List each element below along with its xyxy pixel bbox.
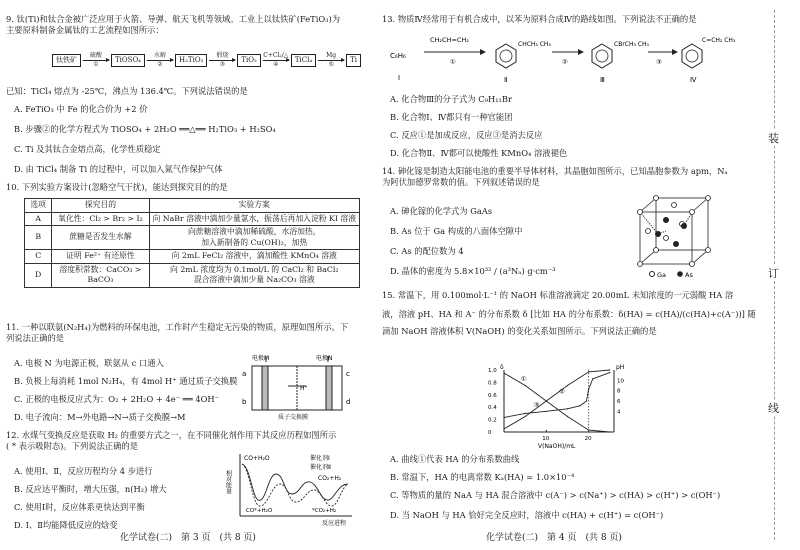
- data-point: [592, 378, 593, 379]
- table-header: 选项: [25, 199, 52, 213]
- q9-option-d: D. 由 TiCl₄ 制备 Ti 的过程中，可以加入氮气作保护气体: [14, 164, 223, 174]
- plan-line: 混合溶液中滴加少量 Na₂CO₃ 溶液: [193, 275, 315, 285]
- binding-margin: [740, 0, 800, 550]
- q11-stem-line1: 11. 一种以联氨(N₂H₄)为燃料的环保电池，工作时产生稳定无污染的物质，原理如图所示。下: [6, 322, 349, 332]
- table-header-row: [25, 199, 360, 213]
- flow-node: H₂TiO₃: [175, 54, 207, 67]
- step-number: ①: [450, 58, 456, 66]
- data-point: [588, 371, 589, 372]
- q13-reaction-scheme: [390, 28, 736, 86]
- right-page: [376, 0, 756, 550]
- legend-ga: Ga: [657, 271, 667, 279]
- data-point: [525, 413, 526, 414]
- data-point: [609, 372, 610, 373]
- binding-char: 线: [768, 402, 779, 415]
- q12-option-d: D. Ⅰ、Ⅱ均能降低反应的焓变: [14, 520, 118, 530]
- legend-as: As: [685, 271, 693, 279]
- compound-label: Ⅰ: [398, 74, 401, 82]
- y-right-tick: 8: [617, 388, 621, 395]
- question-14: [382, 166, 728, 188]
- table-cell: 溶度积常数：CaCO₃ > BaCO₃: [52, 263, 149, 287]
- flow-arrow-label: 水解: [153, 52, 166, 59]
- y-left-tick: 0.8: [488, 380, 497, 387]
- q11-option-c: C. 正极的电极反应式为：O₂ + 2H₂O + 4e⁻ ══ 4OH⁻: [14, 394, 220, 404]
- data-point: [580, 405, 581, 406]
- flow-arrow: [209, 52, 235, 69]
- flow-step-number: ④: [273, 61, 279, 69]
- y-right-tick: 6: [617, 399, 621, 405]
- x-axis-label: V(NaOH)/mL: [538, 443, 576, 450]
- membrane-label: 质子交换膜: [278, 414, 309, 421]
- curve-label: ③: [533, 401, 540, 410]
- table-header: 探究目的: [52, 199, 149, 213]
- y-left-tick: 1.0: [488, 368, 497, 374]
- port-c-label: c: [346, 370, 350, 378]
- port-a-label: a: [242, 370, 247, 378]
- table-cell: [149, 226, 359, 250]
- q15-option-c: C. 等物质的量的 NaA 与 HA 混合溶液中 c(A⁻) > c(Na⁺) > c(HA) > c(H⁺) > c(OH⁻): [390, 490, 721, 500]
- q13-option-a: A. 化合物Ⅲ的分子式为 C₉H₁₁Br: [390, 94, 512, 104]
- port-b-label: b: [242, 398, 247, 406]
- binding-char: 订: [768, 267, 779, 280]
- table-cell: 向 2mL FeCl₂ 溶液中，滴加酸性 KMnO₄ 溶液: [149, 250, 359, 264]
- flow-node: TiO₂: [237, 54, 260, 67]
- left-footer: 化学试卷(二) 第 3 页 (共 8 页): [120, 532, 256, 543]
- data-point: [567, 385, 568, 386]
- y-left-tick: 0.4: [488, 405, 497, 412]
- table-cell: B: [25, 226, 52, 250]
- q9-option-b: B. 步骤②的化学方程式为 TiOSO₄ + 2H₂O ══△══ H₂TiO₃ + H₂SO₄: [14, 124, 276, 134]
- table-header: 实验方案: [149, 199, 359, 213]
- flow-step-number: ③: [219, 61, 226, 69]
- data-point: [546, 411, 547, 412]
- data-point: [546, 400, 547, 401]
- q13-option-b: B. 化合物Ⅰ、Ⅳ都只有一种官能团: [390, 112, 513, 122]
- data-point: [503, 417, 504, 418]
- flow-step-number: ①: [93, 61, 99, 69]
- flow-arrow-label: Mg: [326, 52, 337, 59]
- curve-label: ②: [559, 387, 565, 396]
- q15-option-d: D. 当 NaOH 与 HA 恰好完全反应时，溶液中 c(HA) + c(H⁺) = c(OH⁻): [390, 510, 664, 520]
- data-point: [525, 385, 526, 386]
- plan-line: 向 2mL 浓度均为 0.1mol/L 的 CaCl₂ 和 BaCl₂: [170, 264, 339, 274]
- y-left-tick: 0.6: [488, 392, 497, 399]
- binding-char: 装: [768, 132, 779, 145]
- flow-node: TiCl₄: [291, 54, 316, 67]
- flow-step-number: ⑤: [328, 61, 334, 69]
- q14-option-c: C. As 的配位数为 4: [390, 246, 464, 256]
- flow-node: 钛铁矿: [52, 54, 81, 67]
- table-row: [25, 212, 360, 226]
- compound-iii-substituent: CBrCH₃ CH₃: [614, 41, 649, 48]
- left-page: [0, 0, 368, 550]
- question-11: [6, 322, 364, 344]
- series-line: [504, 373, 610, 432]
- q9-note: [6, 86, 364, 97]
- data-point: [567, 408, 568, 409]
- table-row: [25, 226, 360, 250]
- compound-ii-substituent: CHCH₃ CH₃: [518, 41, 551, 48]
- right-footer: 化学试卷(二) 第 4 页 (共 8 页): [486, 532, 622, 543]
- q13-option-c: C. 反应①是加成反应，反应③是消去反应: [390, 130, 543, 140]
- table-cell: 证明 Fe²⁺ 有还原性: [52, 250, 149, 264]
- reagent-label: CH₂CH=CH₂: [430, 36, 469, 44]
- data-point: [567, 416, 568, 417]
- table-cell: D: [25, 263, 52, 287]
- flow-arrow: [318, 52, 344, 69]
- flow-step-number: ②: [157, 61, 163, 69]
- step-number: ②: [562, 58, 568, 66]
- q11-stem-line2: 列说法正确的是: [6, 333, 65, 344]
- port-d-label: d: [346, 398, 351, 406]
- y-left-tick: 0.2: [488, 417, 497, 424]
- question-15: [382, 290, 756, 338]
- start-state-label: CO+H₂O: [244, 455, 270, 462]
- electrode-m-label: 电极M: [252, 355, 270, 362]
- proton-label: H⁺: [300, 385, 308, 392]
- series-line: [504, 373, 610, 418]
- electrode-n-label: 电极N: [316, 355, 333, 362]
- flow-arrow-label: 煅烧: [216, 52, 229, 59]
- q9-flowchart: [52, 52, 361, 69]
- compound-iv-substituent: C=CH₂ CH₃: [702, 37, 736, 44]
- table-cell: 蔗糖是否发生水解: [52, 226, 149, 250]
- data-point: [588, 389, 589, 390]
- q15-stem-line3: 滴加 NaOH 溶液体积 V(NaOH) 的变化关系如图所示。下列说法正确的是: [382, 326, 657, 337]
- compound-i-formula: C₆H₆: [390, 52, 406, 60]
- y-right-tick: 4: [617, 409, 621, 416]
- q15-titration-chart: [486, 364, 636, 450]
- legend-catalyst-1: 催化剂Ⅰ: [310, 455, 330, 462]
- table-cell: 氧化性：Cl₂ > Br₂ > I₂: [52, 212, 149, 226]
- q12-option-a: A. 使用Ⅰ、Ⅱ，反应历程均分 4 步进行: [14, 466, 153, 476]
- q9-stem-line1: 9. 钛(Ti)和钛合金被广泛应用于火箭、导弹、航天飞机等领域。工业上以钛铁矿(FeTiO₃)为: [6, 14, 341, 24]
- q12-stem-line2: ( * 表示吸附态)。下列说法正确的是: [6, 441, 139, 452]
- adsorbed-state-label: CO*+H₂O: [246, 508, 273, 514]
- step-number: ③: [656, 58, 662, 66]
- q15-option-a: A. 曲线①代表 HA 的分布系数曲线: [390, 454, 520, 464]
- q11-battery-diagram: [238, 352, 356, 422]
- flow-arrow-label: C+Cl₂/△: [263, 52, 289, 59]
- compound-label: Ⅳ: [690, 76, 697, 84]
- q14-option-b: B. As 位于 Ga 构成的八面体空隙中: [390, 226, 523, 236]
- q14-stem-line2: 为阿伏加德罗常数的值。下列叙述错误的是: [382, 177, 540, 188]
- q10-table: [24, 198, 360, 288]
- q15-stem-line1: 15. 常温下，用 0.100mol·L⁻¹ 的 NaOH 标准溶液滴定 20.00mL 未知浓度的一元弱酸 HA 溶: [382, 290, 734, 300]
- legend-catalyst-2: 催化剂Ⅱ: [310, 464, 331, 471]
- y-left-tick: 0: [488, 430, 492, 436]
- y-right-label: pH: [616, 364, 625, 371]
- table-cell: C: [25, 250, 52, 264]
- data-point: [525, 416, 526, 417]
- q14-stem-line1: 14. 砷化镓是制造太阳能电池的重要半导体材料，其晶胞如图所示，已知晶胞参数为 apm，Nₐ: [382, 166, 728, 176]
- adsorbed-product-label: *CO₂+H₂: [312, 508, 337, 514]
- flow-arrow: [83, 52, 109, 69]
- q12-stem-line1: 12. 水煤气变换反应是获取 H₂ 的重要方式之一，在不同催化剂作用下其反应历程如图所示: [6, 430, 337, 440]
- compound-label: Ⅲ: [600, 76, 605, 84]
- flow-arrow: [263, 52, 289, 69]
- x-tick: 20: [584, 436, 592, 442]
- q12-option-c: C. 使用Ⅰ时，反应体系更快达到平衡: [14, 502, 145, 512]
- q14-option-d: D. 晶体的密度为 5.8×10³² / (a³Nₐ) g·cm⁻³: [390, 266, 556, 276]
- q12-option-b: B. 反应达平衡时，增大压强，n(H₂) 增大: [14, 484, 167, 494]
- compound-label: Ⅱ: [504, 76, 508, 84]
- data-point: [503, 373, 504, 374]
- q10-stem: 10. 下列实验方案设计(忽略空气干扰)，能达到探究目的的是: [6, 182, 228, 192]
- question-10: [6, 182, 364, 193]
- q13-stem: 13. 物质Ⅳ经常用于有机合成中，以苯为原料合成Ⅳ的路线如图。下列说法不正确的是: [382, 14, 697, 24]
- y-left-label: δ: [500, 364, 504, 371]
- x-axis-label: 反应进程: [322, 520, 347, 527]
- q9-option-a: A. FeTiO₃ 中 Fe 的化合价为 +2 价: [14, 104, 148, 114]
- q15-stem-line2: 液，溶液 pH、HA 和 A⁻ 的分布系数 δ [比如 HA 的分布系数：δ(HA) = c(HA)/(c(HA)+c(A⁻))] 随: [382, 309, 756, 320]
- x-tick: 10: [542, 436, 550, 442]
- q14-crystal-cell: [632, 194, 724, 282]
- q14-option-a: A. 砷化镓的化学式为 GaAs: [390, 206, 493, 216]
- q15-option-b: B. 常温下，HA 的电离常数 Kₐ(HA) = 1.0×10⁻⁴: [390, 472, 575, 482]
- table-cell: A: [25, 212, 52, 226]
- data-point: [609, 431, 610, 432]
- question-13: [382, 14, 724, 25]
- data-point: [609, 369, 610, 370]
- end-state-label: CO₂+H₂: [318, 475, 342, 482]
- flow-node: Ti: [346, 54, 361, 67]
- plan-line: 向蔗糖溶液中滴加稀硫酸，水浴加热，: [187, 227, 321, 237]
- table-row: [25, 263, 360, 287]
- y-axis-label: 相对能量: [224, 470, 232, 494]
- flow-arrow: [147, 52, 173, 69]
- q9-option-c: C. Ti 及其钛合金熔点高，化学性质稳定: [14, 144, 161, 154]
- data-point: [586, 400, 587, 401]
- q11-option-a: A. 电极 N 为电源正极，联氨从 c 口通入: [14, 358, 164, 368]
- q13-option-d: D. 化合物Ⅱ、Ⅳ都可以使酸性 KMnO₄ 溶液褪色: [390, 148, 568, 158]
- q9-stem-line2: 主要原料制备金属钛的工艺流程如图所示：: [6, 25, 164, 36]
- y-right-tick: 10: [617, 378, 624, 385]
- table-row: [25, 250, 360, 264]
- q9-note-text: 已知：TiCl₄ 熔点为 -25℃，沸点为 136.4℃。下列说法错误的是: [6, 86, 248, 96]
- data-point: [588, 430, 589, 431]
- flow-node: TiOSO₄: [111, 54, 145, 67]
- q11-option-d: D. 电子流向：M→外电路→N→质子交换膜→M: [14, 412, 186, 422]
- curve-label: ①: [520, 375, 527, 384]
- plan-line: 加入新制备的 Cu(OH)₂，加热: [201, 237, 308, 247]
- q12-energy-diagram: [226, 450, 356, 528]
- table-cell: 向 NaBr 溶液中滴加少量氯水，振荡后再加入淀粉 KI 溶液: [149, 212, 359, 226]
- question-9: [6, 14, 364, 36]
- table-cell: [149, 263, 359, 287]
- q11-option-b: B. 负极上每消耗 1mol N₂H₄，有 4mol H⁺ 通过质子交换膜: [14, 376, 238, 386]
- flow-arrow-label: 硫酸: [89, 52, 102, 59]
- data-point: [503, 428, 504, 429]
